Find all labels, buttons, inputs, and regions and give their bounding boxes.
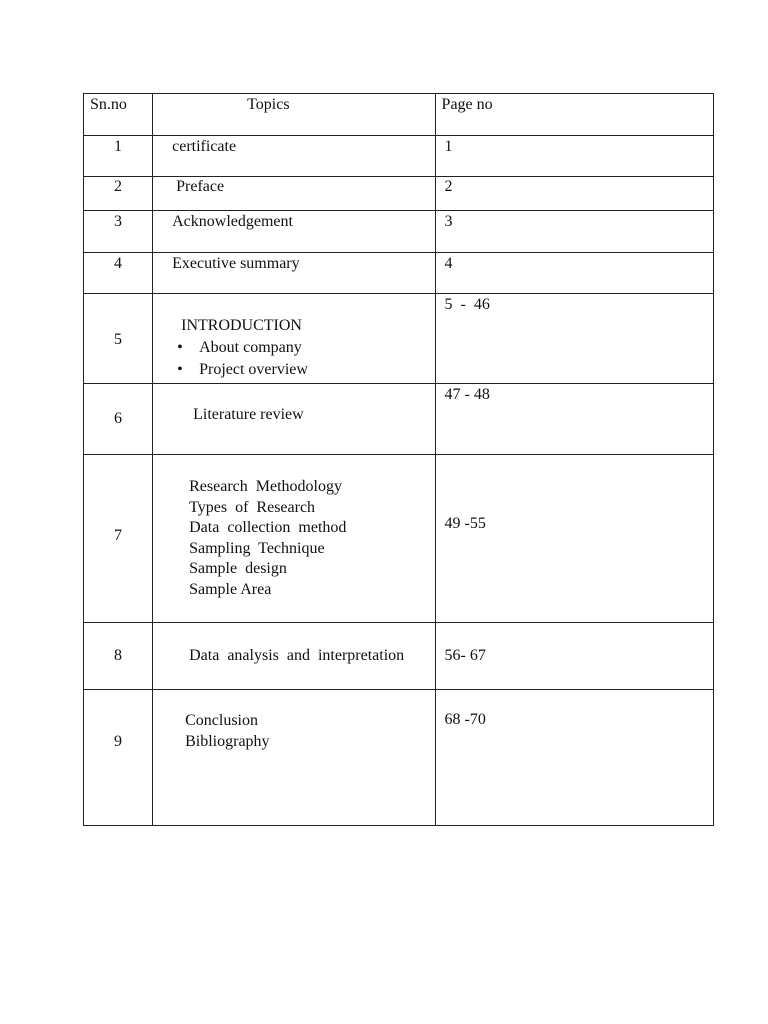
list-item <box>153 359 434 381</box>
page-cell <box>435 690 713 826</box>
page-number: 49 -55 <box>444 514 486 532</box>
list-item: Data collection method <box>189 519 347 536</box>
topic-text: Literature review <box>193 406 304 423</box>
header-topics-label: Topics <box>247 96 290 113</box>
table-row <box>84 253 714 294</box>
page-number: 56- 67 <box>444 647 486 664</box>
row-number-cell <box>84 253 153 294</box>
page-number: 4 <box>444 255 453 272</box>
topic-cell <box>153 253 435 294</box>
topic-text: Acknowledgement <box>172 213 293 230</box>
header-page <box>435 94 713 136</box>
page-cell <box>435 253 713 294</box>
topic-cell <box>153 384 435 455</box>
topic-cell <box>153 177 435 211</box>
bullet-icon: • <box>177 361 183 378</box>
row-number: 4 <box>114 255 123 272</box>
table-row <box>84 177 714 211</box>
row-number: 9 <box>114 732 123 750</box>
topic-cell <box>153 294 435 384</box>
table-row <box>84 136 714 177</box>
page-number: 47 - 48 <box>444 386 490 403</box>
section-heading: INTRODUCTION <box>181 317 302 334</box>
row-number: 5 <box>114 330 123 348</box>
subtopic-text: About company <box>199 339 302 356</box>
subtopic-text: Project overview <box>199 361 308 378</box>
page-number: 5 - 46 <box>444 296 490 313</box>
row-number-cell <box>84 384 153 455</box>
page-cell <box>435 211 713 253</box>
page-number: 68 -70 <box>444 711 486 728</box>
page-cell <box>435 136 713 177</box>
conclusion-list <box>153 690 434 752</box>
page-cell <box>435 384 713 455</box>
list-item: Conclusion <box>185 712 258 729</box>
page-number: 2 <box>444 178 453 195</box>
table-row <box>84 690 714 826</box>
table-row <box>84 384 714 455</box>
header-sn <box>84 94 153 136</box>
page-cell <box>435 177 713 211</box>
row-number-cell <box>84 136 153 177</box>
subtopic-list <box>153 337 434 381</box>
header-sn-label: Sn.no <box>90 96 127 113</box>
page-cell <box>435 455 713 623</box>
list-item <box>153 337 434 359</box>
topic-cell <box>153 136 435 177</box>
list-item: Sample design <box>189 560 287 577</box>
list-item: Types of Research <box>189 498 316 516</box>
table-of-contents <box>83 93 714 826</box>
header-topics <box>153 94 435 136</box>
list-item: Sampling Technique <box>189 539 325 557</box>
row-number: 2 <box>114 178 123 195</box>
page-number: 1 <box>444 138 453 155</box>
page-cell <box>435 294 713 384</box>
row-number: 3 <box>114 213 123 230</box>
list-item: Bibliography <box>185 732 270 750</box>
topic-cell <box>153 455 435 623</box>
table-row <box>84 211 714 253</box>
topic-text: Preface <box>176 178 225 195</box>
row-number-cell <box>84 455 153 623</box>
row-number-cell <box>84 177 153 211</box>
table-row <box>84 623 714 690</box>
methodology-list <box>153 455 434 600</box>
table-row <box>84 294 714 384</box>
page-number: 3 <box>444 213 453 230</box>
row-number-cell <box>84 294 153 384</box>
row-number: 6 <box>114 410 123 427</box>
topic-text: Executive summary <box>172 255 300 272</box>
header-page-label: Page no <box>441 96 493 113</box>
row-number-cell <box>84 211 153 253</box>
table-header-row <box>84 94 714 136</box>
row-number: 8 <box>114 647 123 664</box>
page-cell <box>435 623 713 690</box>
table-row <box>84 455 714 623</box>
row-number-cell <box>84 623 153 690</box>
row-number: 1 <box>114 138 123 155</box>
bullet-icon: • <box>177 339 183 356</box>
topic-cell <box>153 211 435 253</box>
row-number-cell <box>84 690 153 826</box>
topic-text: certificate <box>172 138 237 155</box>
list-item: Research Methodology <box>189 478 342 495</box>
list-item: Sample Area <box>189 580 272 598</box>
topic-cell <box>153 623 435 690</box>
row-number: 7 <box>114 526 123 544</box>
topic-cell <box>153 690 435 826</box>
topic-text: Data analysis and interpretation <box>189 647 405 664</box>
